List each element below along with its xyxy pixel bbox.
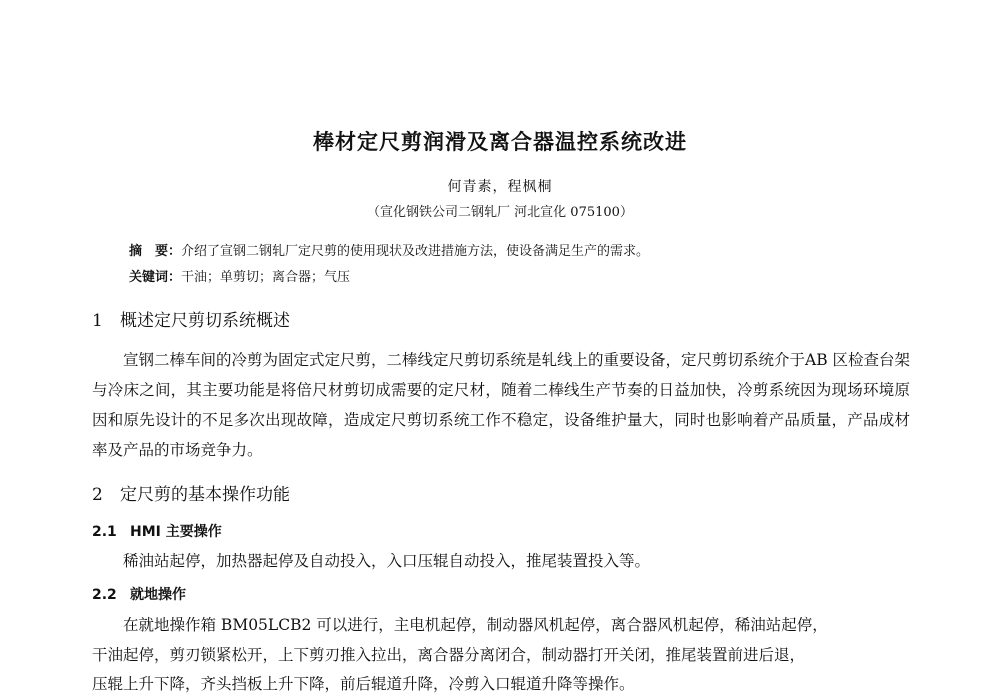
section-1-number: 1 (92, 311, 103, 331)
abstract (129, 240, 649, 259)
section-2-number: 2 (92, 485, 103, 505)
section-1-heading (92, 306, 290, 331)
subsection-2-1-title: HMI 主要操作 (130, 524, 222, 540)
abstract-label: 摘 要： (129, 244, 182, 259)
subsection-2-2-title: 就地操作 (130, 587, 186, 603)
keywords-label: 关键词： (129, 270, 182, 285)
subsection-2-1-number: 2.1 (92, 524, 117, 540)
subsection-2-1-heading (92, 521, 222, 541)
section-2-title: 定尺剪的基本操作功能 (120, 485, 290, 505)
subsection-2-2-line-2: 干油起停，剪刃锁紧松开，上下剪刃推入拉出，离合器分离闭合，制动器打开关闭，推尾装置前进后退， (92, 646, 806, 664)
subsection-2-2-number: 2.2 (92, 587, 117, 603)
section-1-title: 概述定尺剪切系统概述 (120, 311, 290, 331)
keywords-text: 干油；单剪切；离合器；气压 (181, 270, 351, 285)
abstract-text: 介绍了宣钢二钢轧厂定尺剪的使用现状及改进措施方法，使设备满足生产的需求。 (181, 244, 650, 259)
subsection-2-2-heading (92, 584, 186, 604)
subsection-2-1-text: 稀油站起停，加热器起停及自动投入，入口压辊自动投入，推尾装置投入等。 (123, 552, 651, 570)
keywords (129, 266, 350, 285)
authors: 何青素，程枫桐 (447, 179, 553, 195)
section-1-paragraph: 宣钢二棒车间的冷剪为固定式定尺剪，二棒线定尺剪切系统是轧线上的重要设备，定尺剪切系统介于AB 区检查台架与冷床之间，其主要功能是将倍尺材剪切成需要的定尺材，随着二棒线生产节奏的日益加快，冷剪系统因为现场环境原因和原先设计的不足多次出现故障，造成定尺剪切系统工作不稳定，设备维护量大，同时也影响着产品质量，产品成材率及产品的市场竞争力。 (92, 351, 911, 459)
subsection-2-2-line-1: 在就地操作箱 BM05LCB2 可以进行，主电机起停，制动器风机起停，离合器风机起停，稀油站起停， (123, 616, 828, 634)
affiliation: （宣化钢铁公司二钢轧厂 河北宣化 075100） (367, 205, 633, 220)
paper-title: 棒材定尺剪润滑及离合器温控系统改进 (313, 130, 687, 154)
subsection-2-2-line-3: 压辊上升下降，齐头挡板上升下降，前后辊道升降，冷剪入口辊道升降等操作。 (92, 675, 635, 693)
section-2-heading (92, 480, 290, 505)
